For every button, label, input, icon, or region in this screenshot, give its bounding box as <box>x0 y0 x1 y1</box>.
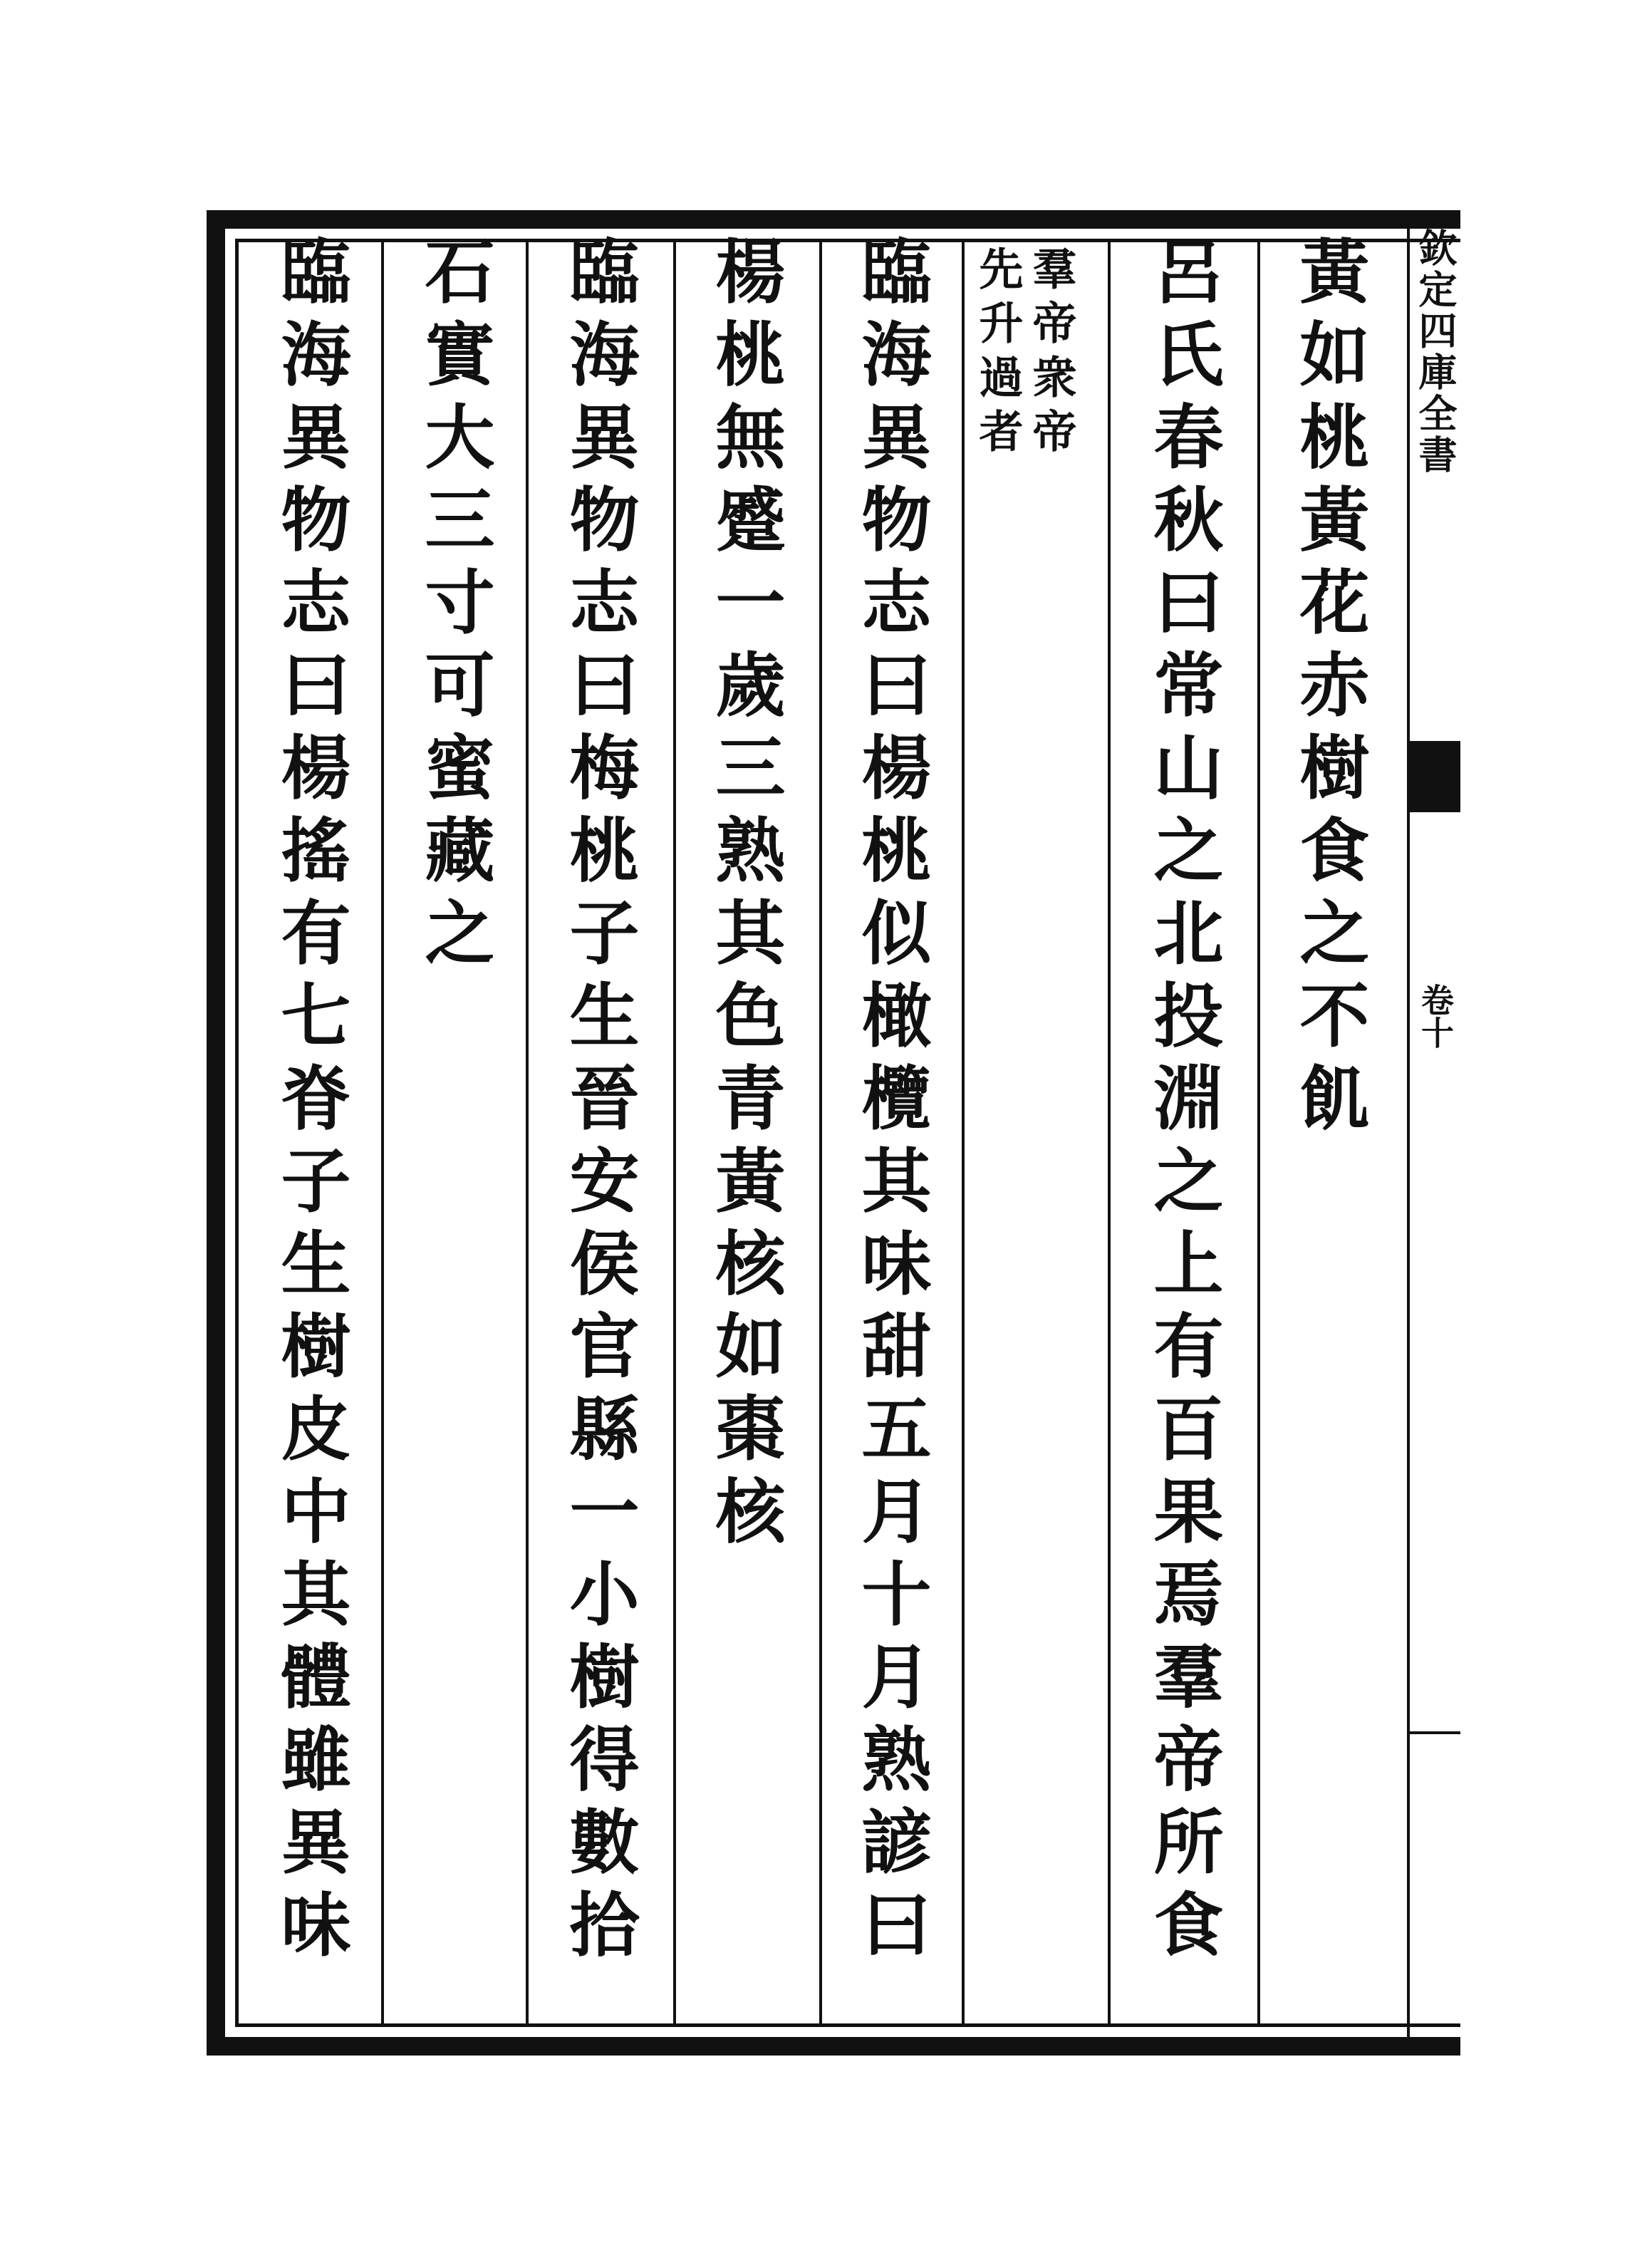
text-column-1: 黃如桃黃花赤樹食之不飢 <box>1288 235 1370 1144</box>
column-rule <box>819 242 822 2023</box>
column-rule <box>962 242 965 2023</box>
volume-number: 卷十 <box>1416 983 1455 1049</box>
fold-tick-mark <box>1410 1731 1460 1734</box>
column-rule <box>673 242 676 2023</box>
text-column-7: 臨海異物志曰楊搖有七脊子生樹皮中其體雖異味 <box>269 235 351 1971</box>
text-column-4: 楊桃無蹙一歲三熟其色青黃核如棗核 <box>704 235 786 1557</box>
text-column-5: 臨海異物志曰梅桃子生晉安侯官縣一小樹得數拾 <box>558 235 640 1971</box>
fold-margin-line <box>1407 210 1410 2056</box>
column-rule <box>381 242 384 2023</box>
text-column-6: 石實大三寸可蜜藏之 <box>413 235 495 979</box>
column-rule <box>1108 242 1111 2023</box>
annotation-right: 羣帝衆帝 <box>1025 246 1077 462</box>
column-rule <box>526 242 529 2023</box>
column-rule <box>1257 242 1260 2023</box>
fold-fishtail-mark <box>1410 741 1460 812</box>
book-title: 欽定四庫全書 <box>1413 228 1458 476</box>
text-column-2: 呂氏春秋曰常山之北投淵之上有百果焉羣帝所食 <box>1142 235 1224 1971</box>
annotation-left: 先升過者 <box>972 246 1024 462</box>
text-column-3: 臨海異物志曰楊桃似橄欖其味甜五月十月熟諺曰 <box>850 235 932 1971</box>
